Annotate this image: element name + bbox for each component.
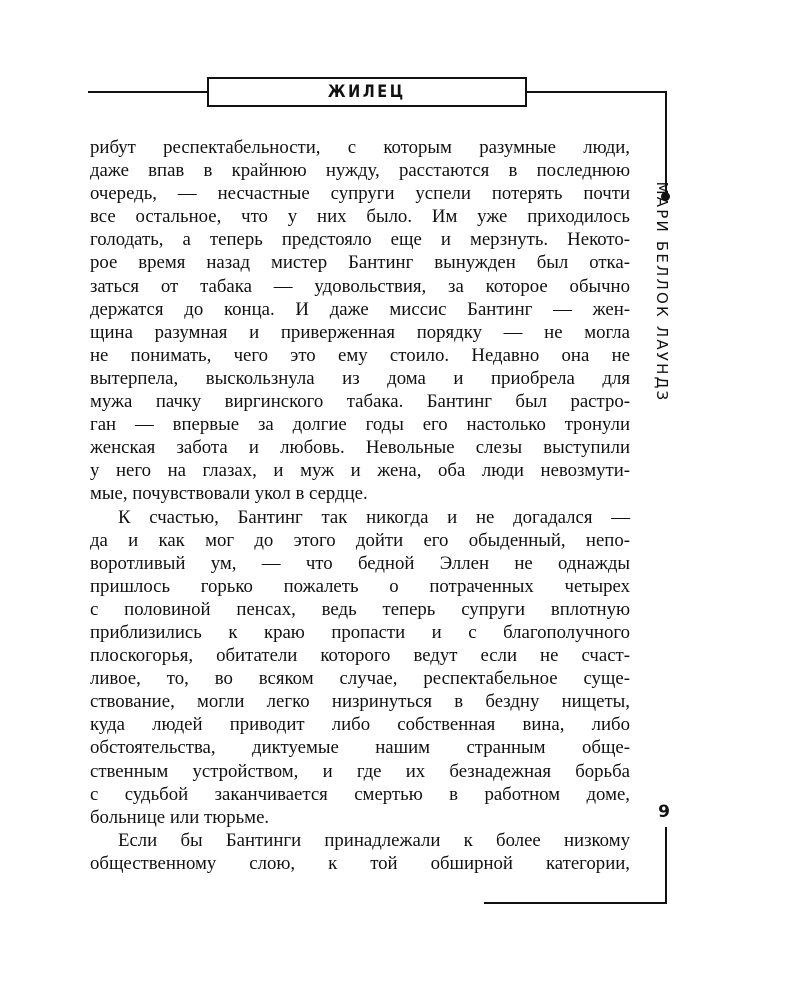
text-line: ливое, то, во всяком случае, респектабельное суще-: [90, 668, 630, 690]
text-line: общественному слою, к той обширной категории,: [90, 852, 630, 874]
text-line: заться от табака — удовольствия, за которое обычно: [90, 275, 630, 297]
side-rule-top: [665, 91, 667, 195]
text-line: ган — впервые за долгие годы его настолько тронули: [90, 414, 630, 436]
text-line: приблизились к краю пропасти и с благополучного: [90, 621, 630, 643]
text-line: рибут респектабельности, с которым разумные люди,: [90, 137, 630, 158]
text-line: даже впав в крайнюю нужду, расстаются в последнюю: [90, 160, 630, 182]
text-line: ствование, могли легко низринуться в бездну нищеты,: [90, 691, 630, 713]
side-rule-bottom: [665, 827, 667, 904]
text-line: куда людей приводит либо собственная вина, либо: [90, 714, 630, 736]
text-line: мые, почувствовали укол в сердце.: [90, 483, 368, 505]
text-line: воротливый ум, — что бедной Эллен не однажды: [90, 552, 630, 574]
text-line: щина разумная и приверженная порядку — не могла: [90, 321, 630, 343]
footer-rule: [484, 902, 667, 904]
text-line: не понимать, чего это ему стоило. Недавно она не: [90, 344, 630, 366]
page-number: 9: [658, 802, 670, 822]
text-line: К счастью, Бантинг так никогда и не догадался —: [118, 506, 630, 528]
text-line: у него на глазах, и муж и жена, оба люди невозмути-: [90, 460, 630, 482]
body-text: [90, 136, 630, 875]
text-line: с судьбой заканчивается смертью в работном доме,: [90, 783, 630, 805]
text-line: больнице или тюрьме.: [90, 806, 270, 828]
header-rule-right: [526, 91, 667, 93]
header-rule-left: [88, 91, 208, 93]
text-line: держатся до конца. И даже миссис Бантинг — жен-: [90, 298, 630, 320]
text-line: ственным устройством, и где их безнадежная борьба: [90, 760, 630, 782]
running-header: [207, 77, 527, 107]
running-header-title: ЖИЛЕЦ: [328, 82, 406, 102]
text-line: женская забота и любовь. Невольные слезы выступили: [90, 437, 630, 459]
text-line: очередь, — несчастные супруги успели потерять почти: [90, 183, 630, 205]
text-line: Если бы Бантинги принадлежали к более низкому: [118, 829, 630, 851]
text-line: все остальное, что у них было. Им уже приходилось: [90, 206, 630, 228]
text-line: да и как мог до этого дойти его обыденный, непо-: [90, 529, 630, 551]
text-line: плоскогорья, обитатели которого ведут если не счаст-: [90, 645, 630, 667]
text-line: голодать, а теперь предстояло еще и мерзнуть. Некото-: [90, 229, 630, 251]
text-line: пришлось горько пожалеть о потраченных четырех: [90, 575, 630, 597]
text-line: с половиной пенсах, ведь теперь супруги вплотную: [90, 598, 630, 620]
text-line: рое время назад мистер Бантинг вынужден был отка-: [90, 252, 630, 274]
side-author-title: МАРИ БЕЛЛОК ЛАУНДЗ: [653, 181, 671, 403]
text-line: мужа пачку виргинского табака. Бантинг был растро-: [90, 391, 630, 413]
text-line: вытерпела, выскользнула из дома и приобрела для: [90, 367, 630, 389]
text-line: обстоятельства, диктуемые нашим странным обще-: [90, 737, 630, 759]
